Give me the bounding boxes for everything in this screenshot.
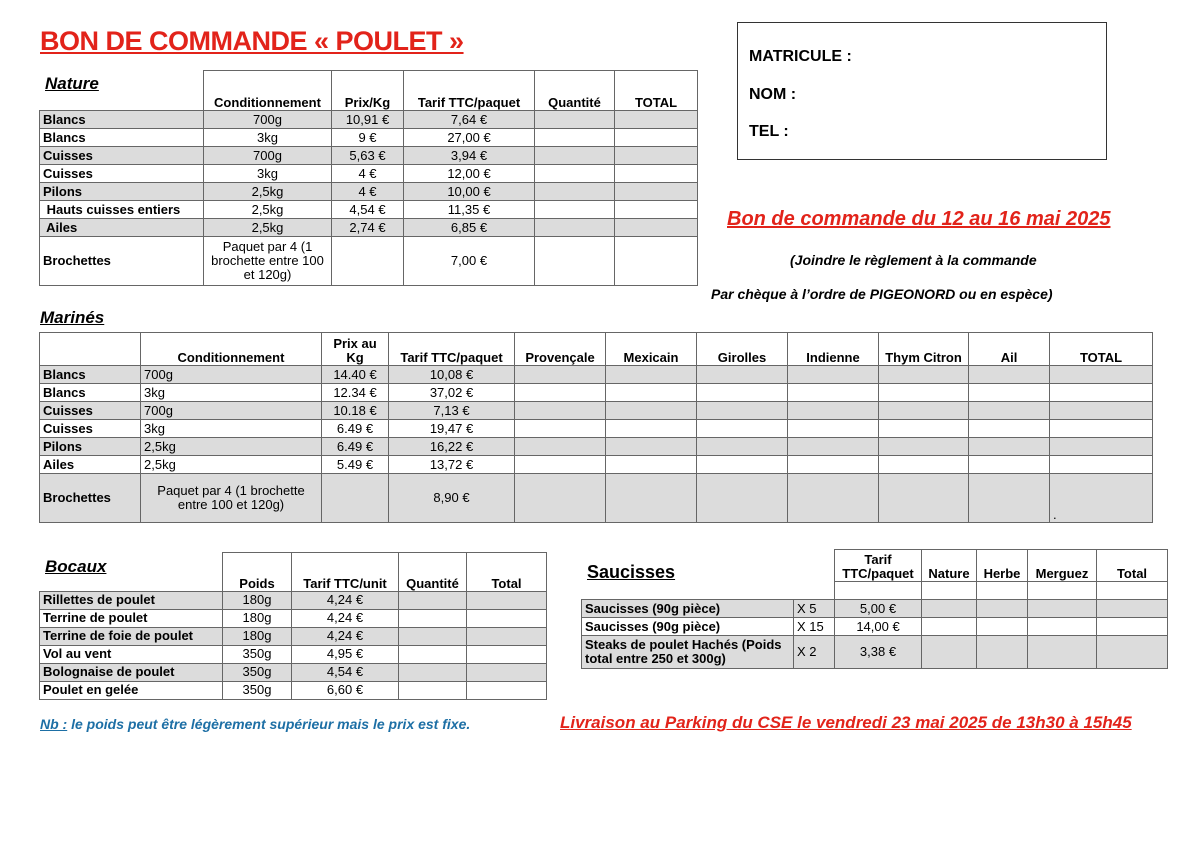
table-row: Cuisses 3kg 4 € 12,00 €	[40, 165, 698, 183]
table-row: Brochettes Paquet par 4 (1 brochette entre 100 et 120g) 7,00 €	[40, 237, 698, 286]
nature-header-cond: Conditionnement	[204, 71, 332, 111]
marines-title: Marinés	[40, 308, 105, 327]
table-row: Ailes 2,5kg 2,74 € 6,85 €	[40, 219, 698, 237]
table-row: Blancs 700g 10,91 € 7,64 €	[40, 111, 698, 129]
table-row: Pilons 2,5kg 6.49 € 16,22 €	[40, 438, 1153, 456]
delivery-note: Livraison au Parking du CSE le vendredi 23 mai 2025 de 13h30 à 15h45	[560, 713, 1132, 732]
table-row: Terrine de poulet 180g 4,24 €	[40, 609, 547, 627]
table-row: Terrine de foie de poulet 180g 4,24 €	[40, 627, 547, 645]
tel-label: TEL :	[749, 123, 789, 140]
payment-note-1: (Joindre le règlement à la commande	[790, 252, 1037, 268]
table-row: Bolognaise de poulet 350g 4,54 €	[40, 663, 547, 681]
total-cell[interactable]	[615, 129, 698, 147]
quantity-cell[interactable]	[535, 219, 615, 237]
saucisses-title: Saucisses	[587, 562, 676, 582]
table-row: Saucisses (90g pièce) X 5 5,00 €	[582, 600, 1168, 618]
quantity-cell[interactable]	[535, 165, 615, 183]
table-row: Poulet en gelée 350g 6,60 €	[40, 681, 547, 699]
total-cell[interactable]	[615, 111, 698, 129]
table-row: Cuisses 700g 5,63 € 3,94 €	[40, 147, 698, 165]
table-row: Brochettes Paquet par 4 (1 brochette entre 100 et 120g) 8,90 € .	[40, 474, 1153, 523]
total-cell[interactable]	[615, 183, 698, 201]
total-cell[interactable]	[615, 237, 698, 286]
order-period: Bon de commande du 12 au 16 mai 2025	[727, 208, 1111, 230]
table-row: Rillettes de poulet 180g 4,24 €	[40, 591, 547, 609]
nb-note	[40, 716, 470, 732]
table-row: Cuisses 3kg 6.49 € 19,47 €	[40, 420, 1153, 438]
table-row: Ailes 2,5kg 5.49 € 13,72 €	[40, 456, 1153, 474]
table-row: Hauts cuisses entiers 2,5kg 4,54 € 11,35 €	[40, 201, 698, 219]
quantity-cell[interactable]	[535, 237, 615, 286]
total-cell[interactable]	[615, 165, 698, 183]
payment-note-2: Par chèque à l’ordre de PIGEONORD ou en espèce)	[711, 286, 1053, 302]
total-cell[interactable]	[615, 219, 698, 237]
table-row: Blancs 3kg 12.34 € 37,02 €	[40, 384, 1153, 402]
table-row: Steaks de poulet Hachés (Poids total entre 250 et 300g) X 2 3,38 €	[582, 636, 1168, 669]
nature-title: Nature	[45, 74, 99, 93]
nature-table	[39, 70, 698, 286]
marines-table: Conditionnement Prix au Kg Tarif TTC/paquet Provençale Mexicain Girolles Indienne Thym Citron Ail TOTAL Blancs 700g 14.40 € 10,08 € Blancs 3kg 12.34 € 37,02 € Cuisses 700g 10.18 € 7,13 € Cuisses 3kg 6.49 € 19,47 € Pilons 2,5kg 6.49 € 16,22 € Ailes 2,5kg 5.49 € 13,72 € Brochettes Paquet par 4 (1 brochette entre 100 et 120g) 8,90 € .	[39, 332, 1153, 523]
table-row: Vol au vent 350g 4,95 €	[40, 645, 547, 663]
nature-header-total: TOTAL	[615, 71, 698, 111]
nature-header-qty: Quantité	[535, 71, 615, 111]
table-row: Saucisses (90g pièce) X 15 14,00 €	[582, 618, 1168, 636]
table-row: Blancs 3kg 9 € 27,00 €	[40, 129, 698, 147]
total-cell[interactable]	[615, 147, 698, 165]
identity-box	[737, 22, 1107, 160]
nature-header-tarif: Tarif TTC/paquet	[404, 71, 535, 111]
page-title: BON DE COMMANDE « POULET »	[40, 26, 464, 56]
quantity-cell[interactable]	[535, 129, 615, 147]
quantity-cell[interactable]	[535, 201, 615, 219]
matricule-label: MATRICULE :	[749, 48, 852, 65]
nb-label: Nb :	[40, 716, 68, 732]
nb-text: le poids peut être légèrement supérieur mais le prix est fixe.	[67, 716, 471, 732]
table-row: Blancs 700g 14.40 € 10,08 €	[40, 366, 1153, 384]
quantity-cell[interactable]	[535, 147, 615, 165]
nature-header-prix: Prix/Kg	[332, 71, 404, 111]
saucisses-table: Tarif TTC/paquet Nature Herbe Merguez Total Saucisses (90g pièce) X 5 5,00 € Saucisses (90g pièce) X 15 14,00 € Steaks de poulet Hachés (Poids total entre 250 et 300g) X 2 3,38 €	[581, 549, 1168, 669]
bocaux-table: Poids Tarif TTC/unit Quantité Total Rillettes de poulet 180g 4,24 € Terrine de poulet 180g 4,24 € Terrine de foie de poulet 180g 4,24 € Vol au vent 350g 4,95 € Bolognaise de poulet 350g 4,54 € Poulet en gelée 350g 6,60 €	[39, 552, 547, 700]
table-row: Cuisses 700g 10.18 € 7,13 €	[40, 402, 1153, 420]
total-cell[interactable]	[615, 201, 698, 219]
table-row: Pilons 2,5kg 4 € 10,00 €	[40, 183, 698, 201]
quantity-cell[interactable]	[535, 111, 615, 129]
quantity-cell[interactable]	[535, 183, 615, 201]
bocaux-title: Bocaux	[45, 557, 107, 576]
nom-label: NOM :	[749, 86, 797, 103]
